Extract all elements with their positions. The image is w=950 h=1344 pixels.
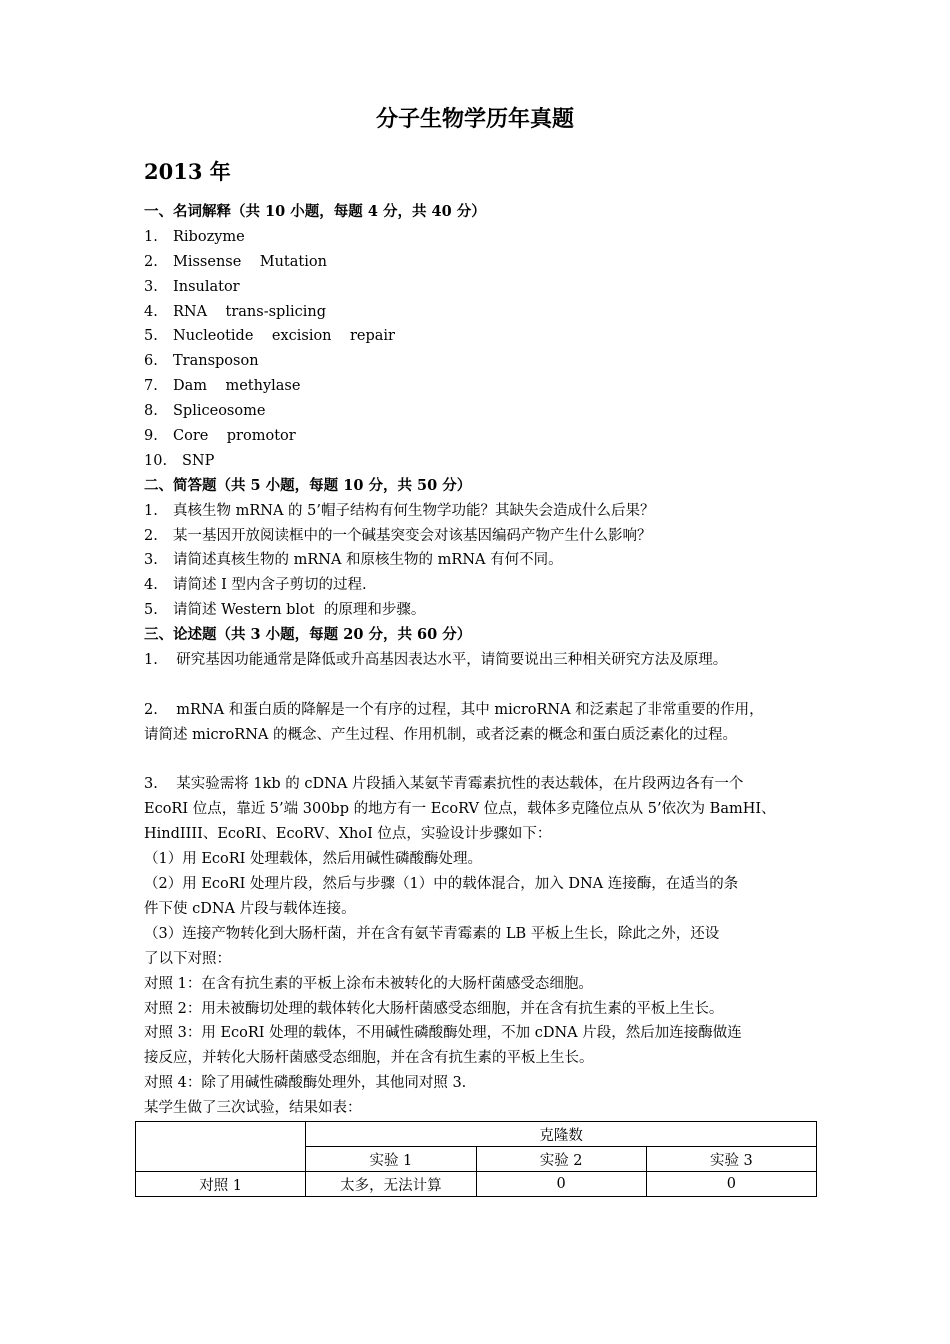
table-row-label: 对照 1 [136, 1172, 306, 1197]
item-text: Nucleotide excision repair [173, 328, 395, 345]
essay-question-3-line: （2）用 EcoRI 处理片段，然后与步骤（1）中的载体混合，加入 DNA 连接酶，在适当的条 [144, 876, 739, 893]
item-number: 4. [144, 577, 158, 594]
item-text: SNP [182, 452, 215, 469]
section-heading-3: 三、论述题（共 3 小题，每题 20 分，共 60 分） [144, 626, 472, 644]
list-item [144, 548, 812, 573]
table-header-row [136, 1122, 817, 1147]
list-item [144, 499, 812, 524]
item-number: 8. [144, 403, 158, 420]
item-number: 2. [144, 253, 158, 270]
item-text: Insulator [173, 278, 240, 295]
section-heading-2: 二、简答题（共 5 小题，每题 10 分，共 50 分） [144, 476, 472, 494]
essay-question-3-line: 对照 1：在含有抗生素的平板上涂布未被转化的大肠杆菌感受态细胞。 [144, 975, 593, 992]
table-cell: 太多，无法计算 [306, 1172, 476, 1197]
list-item [144, 250, 812, 275]
list-item [144, 275, 812, 300]
list-item [144, 598, 812, 623]
essay-question-3-line: 了以下对照： [144, 950, 231, 967]
essay-question-2-line: 2. mRNA 和蛋白质的降解是一个有序的过程，其中 microRNA 和泛素起了非常重要的作用， [144, 701, 764, 718]
essay-question-2-line: 请简述 microRNA 的概念、产生过程、作用机制，或者泛素的概念和蛋白质泛素化的过程。 [144, 726, 737, 743]
essay-question-3-line: （3）连接产物转化到大肠杆菌，并在含有氨苄青霉素的 LB 平板上生长，除此之外，还设 [144, 925, 720, 942]
list-item [144, 399, 812, 424]
item-number: 3. [144, 552, 158, 569]
item-text: Ribozyme [173, 228, 245, 245]
section-heading-1: 一、名词解释（共 10 小题，每题 4 分，共 40 分） [144, 203, 486, 220]
list-item [144, 225, 812, 250]
essay-question-1: 1. 研究基因功能通常是降低或升高基因表达水平，请简要说出三种相关研究方法及原理。 [144, 652, 728, 669]
item-number: 9. [144, 428, 158, 445]
item-text: 请简述 Western blot 的原理和步骤。 [173, 602, 426, 619]
table-cell: 0 [476, 1172, 646, 1197]
item-text: 请简述 I 型内含子剪切的过程. [173, 577, 367, 594]
essay-question-3-line: EcoRI 位点，靠近 5’端 300bp 的地方有一 EcoRV 位点，载体多克隆位点从 5’依次为 BamHI、 [144, 801, 776, 818]
essay-question-3-line: 接反应，并转化大肠杆菌感受态细胞，并在含有抗生素的平板上生长。 [144, 1050, 594, 1067]
essay-question-3-line: 对照 4：除了用碱性磷酸酶处理外，其他同对照 3. [144, 1075, 467, 1092]
year-heading: 2013 年 [144, 159, 231, 184]
results-table [135, 1121, 817, 1197]
table-row [136, 1172, 817, 1197]
item-text: Missense Mutation [173, 253, 327, 270]
item-text: Dam methylase [173, 378, 301, 395]
table-column-header: 实验 3 [646, 1147, 816, 1172]
item-text: 真核生物 mRNA 的 5’帽子结构有何生物学功能？其缺失会造成什么后果？ [173, 502, 655, 519]
item-number: 2. [144, 527, 158, 544]
essay-question-3-line: 3. 某实验需将 1kb 的 cDNA 片段插入某氨苄青霉素抗性的表达载体，在片段两边各有一个 [144, 776, 744, 793]
item-number: 5. [144, 328, 158, 345]
item-number: 7. [144, 378, 158, 395]
list-item [144, 324, 812, 349]
item-number: 5. [144, 602, 158, 619]
item-number: 1. [144, 228, 158, 245]
item-text: Transposon [173, 353, 259, 370]
item-text: Core promotor [173, 428, 296, 445]
item-number: 6. [144, 353, 158, 370]
essay-question-3-line: 某学生做了三次试验，结果如表： [144, 1100, 362, 1117]
item-number: 4. [144, 303, 158, 320]
table-corner-cell [136, 1122, 306, 1172]
essay-question-3-line: 对照 3：用 EcoRI 处理的载体，不用碱性磷酸酶处理，不加 cDNA 片段，然后加连接酶做连 [144, 1025, 742, 1042]
item-number: 3. [144, 278, 158, 295]
list-item [144, 524, 812, 549]
list-item [144, 449, 812, 474]
item-text: 某一基因开放阅读框中的一个碱基突变会对该基因编码产物产生什么影响？ [173, 527, 652, 544]
table-column-header: 实验 1 [306, 1147, 476, 1172]
table-group-header: 克隆数 [306, 1122, 817, 1147]
list-item [144, 374, 812, 399]
document-body [144, 200, 812, 1121]
list-item [144, 349, 812, 374]
essay-question-3-line: 件下使 cDNA 片段与载体连接。 [144, 900, 356, 917]
essay-question-3-line: 对照 2：用未被酶切处理的载体转化大肠杆菌感受态细胞，并在含有抗生素的平板上生长。 [144, 1000, 724, 1017]
blank-line [144, 748, 812, 773]
item-number: 10. [144, 452, 168, 469]
document-title: 分子生物学历年真题 [375, 106, 574, 132]
item-text: 请简述真核生物的 mRNA 和原核生物的 mRNA 有何不同。 [173, 552, 563, 569]
list-item [144, 300, 812, 325]
essay-question-3-line: HindIIII、EcoRI、EcoRV、XhoI 位点，实验设计步骤如下： [144, 826, 552, 843]
item-text: Spliceosome [173, 403, 266, 420]
essay-question-3-line: （1）用 EcoRI 处理载体，然后用碱性磷酸酶处理。 [144, 851, 483, 868]
item-number: 1. [144, 502, 158, 519]
table-cell: 0 [646, 1172, 816, 1197]
item-text: RNA trans-splicing [173, 303, 326, 320]
blank-line [144, 673, 812, 698]
list-item [144, 424, 812, 449]
list-item [144, 573, 812, 598]
table-column-header: 实验 2 [476, 1147, 646, 1172]
